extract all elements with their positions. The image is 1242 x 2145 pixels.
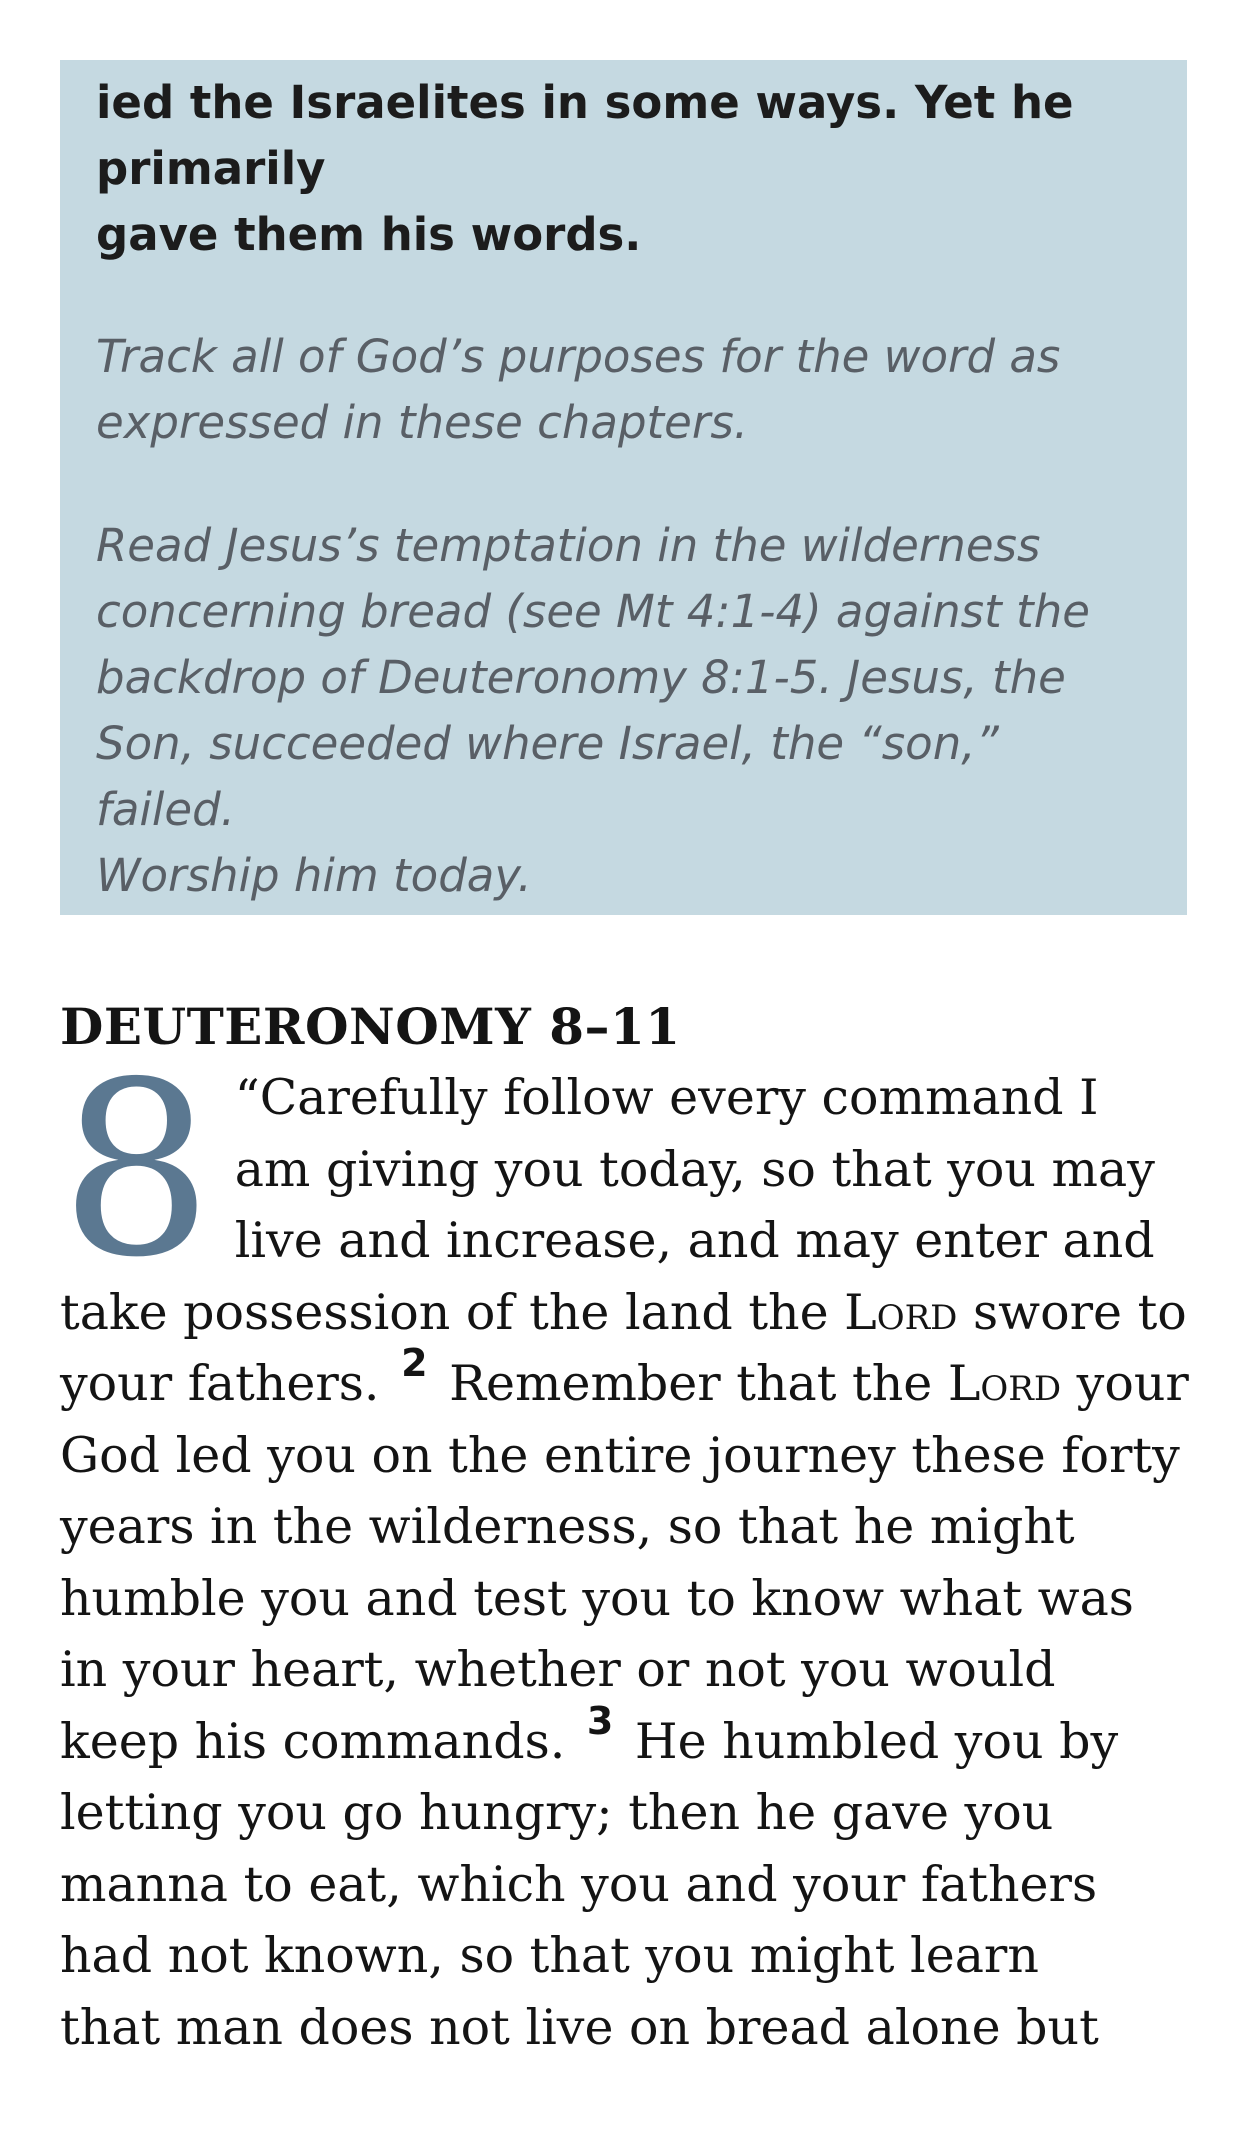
scripture-fragment: keep his commands. (60, 1712, 581, 1770)
sidebar-lead-text (96, 70, 1151, 268)
sidebar-prompt-line: expressed in these chapters. (96, 396, 749, 449)
sidebar-prompt-line: Read Jesus’s temptation in the wilderness (96, 519, 1041, 572)
lord-small-caps: Lord (947, 1355, 1062, 1412)
scripture-line: years in the wilderness, so that he might (60, 1498, 1075, 1555)
sidebar-prompt-line: Worship him today. (96, 849, 532, 902)
sidebar-prompt-line: backdrop of Deuteronomy 8:1-5. Jesus, the (96, 651, 1066, 704)
sidebar-prompt-read (96, 513, 1151, 909)
verse-number-3: 3 (586, 1698, 614, 1743)
scripture-line: am giving you today, so that you may (234, 1140, 1155, 1198)
lord-small-caps: Lord (844, 1283, 958, 1341)
scripture-fragment: your (1061, 1355, 1189, 1412)
sidebar-lead-line: ied the Israelites in some ways. Yet he primarily (96, 76, 1074, 195)
scripture-line: God led you on the entire journey these forty (60, 1426, 1180, 1484)
devotional-sidebar-box (60, 60, 1187, 915)
sidebar-prompt-track (96, 324, 1151, 456)
scripture-line: humble you and test you to know what was (60, 1569, 1134, 1627)
scripture-line: had not known, so that you might learn (60, 1927, 1039, 1984)
scripture-line: live and increase, and may enter and (234, 1212, 1155, 1269)
scripture-fragment: take possession of the land the (60, 1283, 845, 1341)
sidebar-prompt-line: Son, succeeded where Israel, the “son,” failed. (96, 717, 999, 836)
scripture-line (60, 1341, 1192, 1420)
scripture-line (60, 1277, 1192, 1349)
scripture-line: letting you go hungry; then he gave you (60, 1784, 1054, 1841)
chapter-heading: DEUTERONOMY 8–11 (60, 997, 681, 1056)
scripture-fragment: He humbled you by (619, 1712, 1119, 1770)
sidebar-prompt-line: concerning bread (see Mt 4:1-4) against the (96, 585, 1090, 638)
sidebar-lead-line: gave them his words. (96, 208, 642, 261)
chapter-drop-cap: 8 (60, 1030, 213, 1310)
scripture-line: in your heart, whether or not you would (60, 1641, 1056, 1698)
scripture-line: “Carefully follow every command I (234, 1069, 1099, 1126)
scripture-fragment: Remember that the (433, 1355, 948, 1412)
scripture-line: that man does not live on bread alone but (60, 1998, 1099, 2056)
scripture-line (60, 1698, 1192, 1778)
verse-number-2: 2 (401, 1341, 428, 1385)
scripture-text (60, 1030, 1192, 2063)
scripture-line: manna to eat, which you and your fathers (60, 1855, 1098, 1913)
scripture-fragment: your fathers. (60, 1355, 396, 1412)
scripture-fragment: swore to (957, 1283, 1187, 1341)
sidebar-prompt-line: Track all of God’s purposes for the word as (96, 330, 1061, 383)
